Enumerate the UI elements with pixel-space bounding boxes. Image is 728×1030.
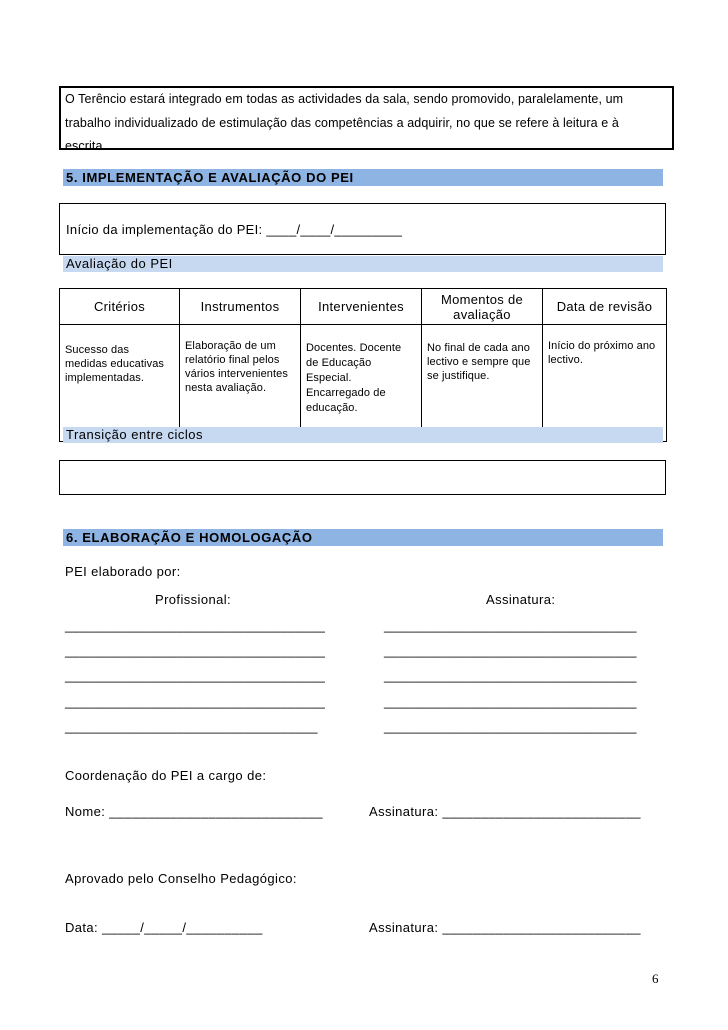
implementation-start-box [59,203,666,255]
evaluation-table [59,288,667,442]
evaluation-label: Avaliação do PEI [63,256,663,272]
table-row [60,325,667,442]
intro-line-1: O Terêncio estará integrado em todas as actividades da sala, sendo promovido, paralelamente, um [65,92,624,106]
header-evaluation-moments: Momentos de avaliação [422,289,543,325]
table-header-row [60,289,667,325]
professional-line-3[interactable]: ___________________________________ [65,668,326,683]
cell-criteria[interactable]: Sucesso das medidas educativas implementadas. [60,325,180,442]
professional-label: Profissional: [155,592,232,607]
section-6-title: 6. ELABORAÇÃO E HOMOLOGAÇÃO [63,529,663,546]
professional-line-5[interactable]: __________________________________ [65,719,318,734]
professional-line-2[interactable]: ___________________________________ [65,643,326,658]
approval-date-field[interactable]: Data: _____/_____/__________ [65,920,263,935]
intro-line-2: trabalho individualizado de estimulação das competências a adquirir, no que se refere à leitura e à [65,115,619,130]
professional-line-1[interactable]: ___________________________________ [65,618,326,633]
coordination-label: Coordenação do PEI a cargo de: [65,768,267,783]
header-criteria: Critérios [60,289,180,325]
transition-label: Transição entre ciclos [63,427,663,443]
transition-box[interactable] [59,460,666,495]
approval-signature-field[interactable]: Assinatura: __________________________ [369,920,641,935]
signature-line-5[interactable]: __________________________________ [384,719,637,734]
header-participants: Intervenientes [301,289,422,325]
header-revision-date: Data de revisão [543,289,667,325]
cell-revision-date[interactable]: Início do próximo ano lectivo. [543,325,667,442]
professional-line-4[interactable]: ___________________________________ [65,694,326,709]
coordinator-signature-field[interactable]: Assinatura: __________________________ [369,804,641,819]
page-number: 6 [652,971,659,986]
header-instruments: Instrumentos [180,289,301,325]
intro-line-3: escrita. [65,139,107,153]
approval-label: Aprovado pelo Conselho Pedagógico: [65,871,297,886]
signature-line-4[interactable]: __________________________________ [384,694,637,709]
implementation-start-field[interactable]: Início da implementação do PEI: ____/____/_________ [66,222,403,237]
prepared-by-label: PEI elaborado por: [65,564,181,579]
signature-line-2[interactable]: __________________________________ [384,643,637,658]
intro-text-box [59,86,674,153]
cell-evaluation-moments[interactable]: No final de cada ano lectivo e sempre que se justifique. [422,325,543,442]
signature-line-3[interactable]: __________________________________ [384,668,637,683]
section-5-title: 5. IMPLEMENTAÇÃO E AVALIAÇÃO DO PEI [63,169,663,186]
cell-instruments[interactable]: Elaboração de um relatório final pelos vários intervenientes nesta avaliação. [180,325,301,442]
signature-line-1[interactable]: __________________________________ [384,618,637,633]
signature-label: Assinatura: [486,592,556,607]
coordinator-name-field[interactable]: Nome: ____________________________ [65,804,323,819]
cell-participants[interactable]: Docentes. Docente de Educação Especial. Encarregado de educação. [301,325,422,442]
